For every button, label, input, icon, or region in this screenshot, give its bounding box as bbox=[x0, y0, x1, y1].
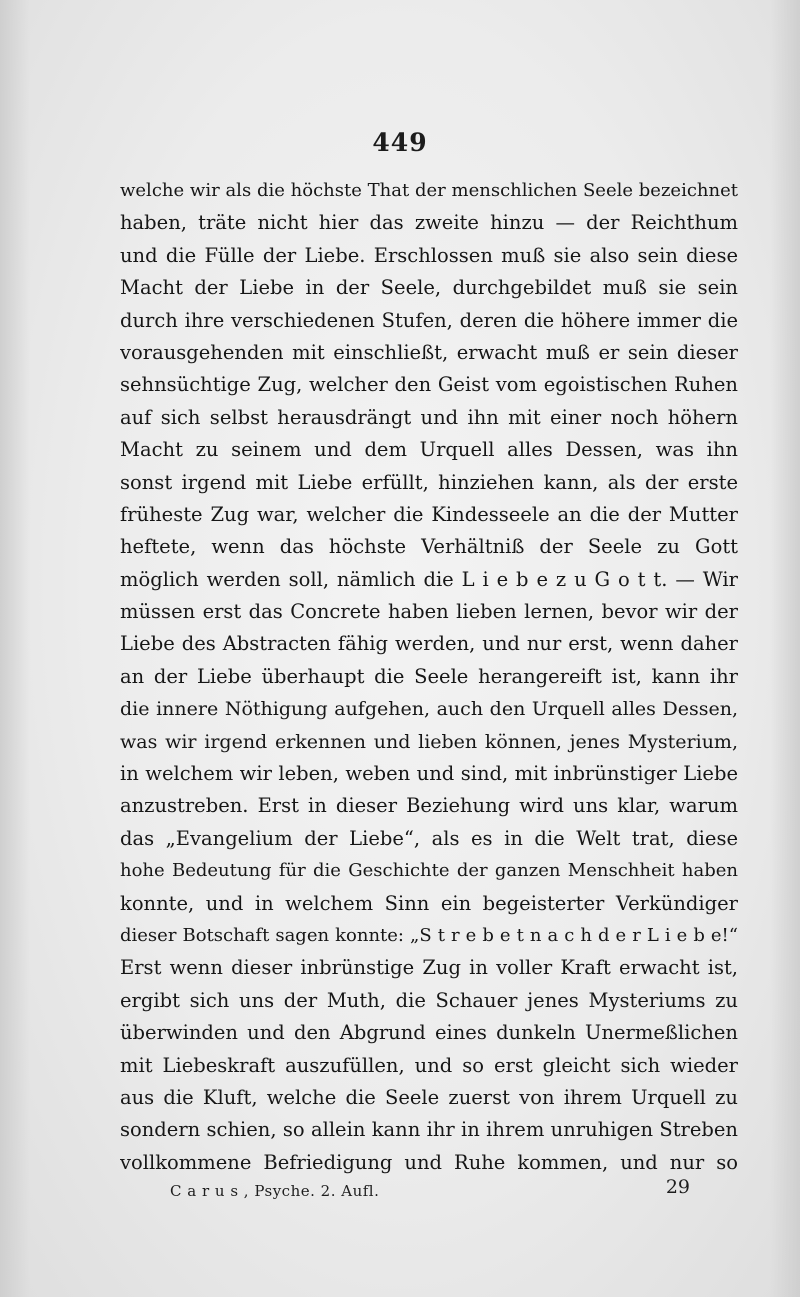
text-line: in welchem wir leben, weben und sind, mit inbrünstiger Liebe bbox=[120, 762, 738, 786]
page-number: 449 bbox=[372, 128, 428, 157]
text-line: sonst irgend mit Liebe erfüllt, hinziehen kann, als der erste bbox=[120, 470, 738, 494]
text-line: Liebe des Abstracten fähig werden, und nur erst, wenn daher bbox=[120, 632, 738, 656]
text-line: heftete, wenn das höchste Verhältniß der Seele zu Gott bbox=[120, 535, 738, 559]
text-line: müssen erst das Concrete haben lieben lernen, bevor wir der bbox=[120, 600, 738, 624]
page-edge-shadow-right bbox=[770, 0, 800, 1297]
text-line: sehnsüchtige Zug, welcher den Geist vom egoistischen Ruhen bbox=[120, 373, 738, 397]
text-line: durch ihre verschiedenen Stufen, deren die höhere immer die bbox=[120, 308, 738, 332]
text-line: die innere Nöthigung aufgehen, auch den Urquell alles Dessen, bbox=[120, 698, 738, 721]
text-line: dieser Botschaft sagen konnte: „S t r e b e t n a c h d e r L i e b e!“ bbox=[120, 924, 738, 946]
text-line: aus die Kluft, welche die Seele zuerst von ihrem Urquell zu bbox=[120, 1085, 738, 1109]
text-line: Erst wenn dieser inbrünstige Zug in voller Kraft erwacht ist, bbox=[120, 956, 738, 980]
text-line: früheste Zug war, welcher die Kindesseele an die der Mutter bbox=[120, 502, 738, 526]
text-line: ergibt sich uns der Muth, die Schauer jenes Mysteriums zu bbox=[120, 988, 738, 1012]
page-footer bbox=[170, 1172, 690, 1202]
text-line: welche wir als die höchste That der menschlichen Seele bezeichnet bbox=[120, 180, 738, 201]
signature-mark: C a r u s , Psyche. 2. Aufl. bbox=[170, 1182, 380, 1200]
text-line: Macht zu seinem und dem Urquell alles Dessen, was ihn bbox=[120, 438, 738, 462]
text-line: mit Liebeskraft auszufüllen, und so erst gleicht sich wieder bbox=[120, 1053, 738, 1077]
text-line: möglich werden soll, nämlich die L i e b e z u G o t t. — Wir bbox=[120, 567, 738, 591]
body-text bbox=[120, 175, 738, 1179]
page-edge-shadow-left bbox=[0, 0, 30, 1297]
text-line: und die Fülle der Liebe. Erschlossen muß sie also sein diese bbox=[120, 243, 738, 267]
text-line: hohe Bedeutung für die Geschichte der ganzen Menschheit haben bbox=[120, 860, 738, 882]
text-line: konnte, und in welchem Sinn ein begeisterter Verkündiger bbox=[120, 891, 738, 915]
text-line: Macht der Liebe in der Seele, durchgebildet muß sie sein bbox=[120, 276, 738, 300]
text-line: vorausgehenden mit einschließt, erwacht muß er sein dieser bbox=[120, 340, 738, 364]
text-line: haben, träte nicht hier das zweite hinzu — der Reichthum bbox=[120, 211, 738, 235]
text-line: auf sich selbst herausdrängt und ihn mit einer noch höhern bbox=[120, 405, 738, 429]
text-line: überwinden und den Abgrund eines dunkeln Unermeßlichen bbox=[120, 1021, 738, 1045]
text-line: sondern schien, so allein kann ihr in ihrem unruhigen Streben bbox=[120, 1118, 738, 1142]
text-line: das „Evangelium der Liebe“, als es in die Welt trat, diese bbox=[120, 826, 738, 850]
text-line: vollkommene Befriedigung und Ruhe kommen, und nur so bbox=[120, 1150, 738, 1174]
text-line: anzustreben. Erst in dieser Beziehung wird uns klar, warum bbox=[120, 794, 738, 818]
text-line: an der Liebe überhaupt die Seele herangereift ist, kann ihr bbox=[120, 664, 738, 688]
text-line: was wir irgend erkennen und lieben können, jenes Mysterium, bbox=[120, 730, 738, 753]
sheet-number: 29 bbox=[665, 1176, 690, 1198]
